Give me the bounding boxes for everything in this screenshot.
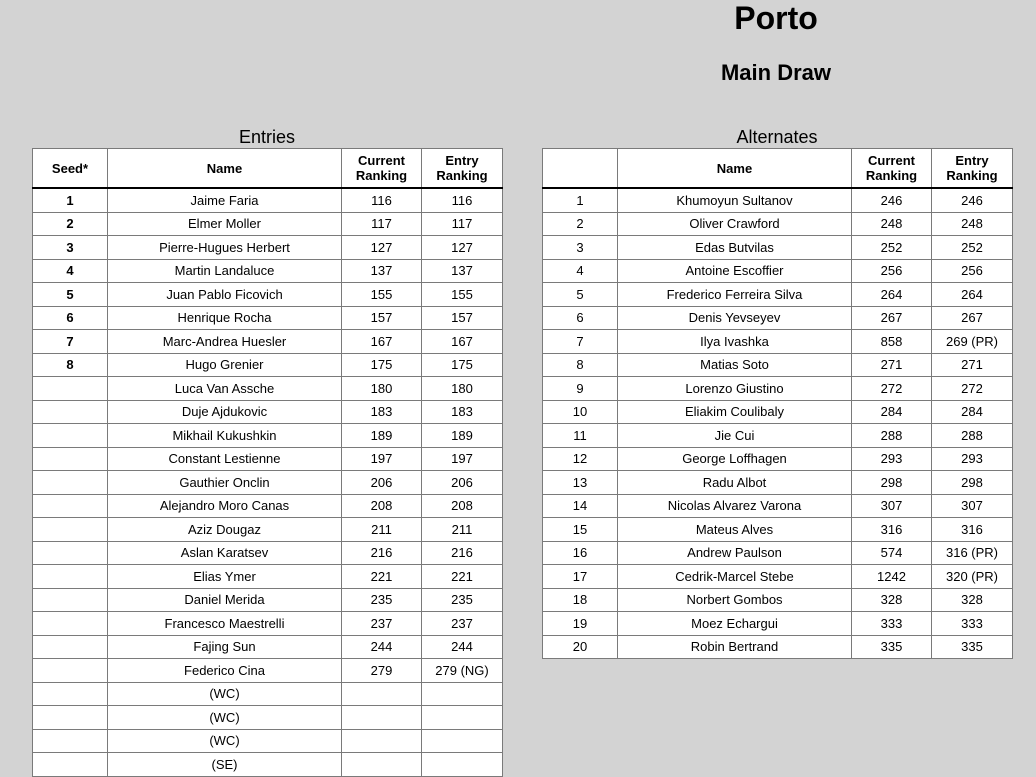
- alternate-number-cell: 7: [543, 330, 618, 354]
- alternate-number-cell: 1: [543, 188, 618, 212]
- seed-cell: 2: [33, 212, 108, 236]
- current-ranking-cell: 235: [342, 588, 422, 612]
- table-row: [33, 706, 503, 730]
- alternate-number-cell: 20: [543, 635, 618, 659]
- entry-ranking-cell: 237: [422, 612, 503, 636]
- current-ranking-cell: 155: [342, 283, 422, 307]
- player-name-cell: George Loffhagen: [618, 447, 852, 471]
- seed-cell: [33, 635, 108, 659]
- alternate-number-cell: 8: [543, 353, 618, 377]
- table-row: [33, 353, 503, 377]
- entry-ranking-cell: 269 (PR): [932, 330, 1013, 354]
- current-ranking-cell: 248: [852, 212, 932, 236]
- alternate-number-cell: 2: [543, 212, 618, 236]
- current-ranking-cell: 157: [342, 306, 422, 330]
- seed-cell: [33, 588, 108, 612]
- alternates-body: [543, 188, 1013, 659]
- player-name-cell: Jaime Faria: [108, 188, 342, 212]
- player-name-cell: (WC): [108, 706, 342, 730]
- player-name-cell: Martin Landaluce: [108, 259, 342, 283]
- col-header-name: Name: [108, 149, 342, 189]
- table-row: [33, 753, 503, 777]
- col-header-name: Name: [618, 149, 852, 189]
- player-name-cell: Henrique Rocha: [108, 306, 342, 330]
- col-header-seed: Seed*: [33, 149, 108, 189]
- alternate-number-cell: 5: [543, 283, 618, 307]
- entry-ranking-cell: 116: [422, 188, 503, 212]
- seed-cell: 6: [33, 306, 108, 330]
- current-ranking-cell: 252: [852, 236, 932, 260]
- player-name-cell: Eliakim Coulibaly: [618, 400, 852, 424]
- entry-ranking-cell: 117: [422, 212, 503, 236]
- current-ranking-cell: 298: [852, 471, 932, 495]
- alternate-number-cell: 17: [543, 565, 618, 589]
- current-ranking-cell: 221: [342, 565, 422, 589]
- col-header-current-ranking: Current Ranking: [342, 149, 422, 189]
- table-row: [33, 635, 503, 659]
- current-ranking-cell: 335: [852, 635, 932, 659]
- seed-cell: [33, 612, 108, 636]
- player-name-cell: Elmer Moller: [108, 212, 342, 236]
- entry-ranking-cell: 211: [422, 518, 503, 542]
- table-row: [543, 188, 1013, 212]
- alternate-number-cell: 4: [543, 259, 618, 283]
- entry-ranking-cell: 180: [422, 377, 503, 401]
- entry-ranking-cell: 183: [422, 400, 503, 424]
- alternate-number-cell: 15: [543, 518, 618, 542]
- player-name-cell: Frederico Ferreira Silva: [618, 283, 852, 307]
- col-header-current-ranking: Current Ranking: [852, 149, 932, 189]
- player-name-cell: Denis Yevseyev: [618, 306, 852, 330]
- seed-cell: 3: [33, 236, 108, 260]
- entry-ranking-cell: 264: [932, 283, 1013, 307]
- current-ranking-cell: 127: [342, 236, 422, 260]
- alternate-number-cell: 11: [543, 424, 618, 448]
- entry-ranking-cell: 328: [932, 588, 1013, 612]
- player-name-cell: Radu Albot: [618, 471, 852, 495]
- seed-cell: [33, 729, 108, 753]
- player-name-cell: Hugo Grenier: [108, 353, 342, 377]
- table-row: [543, 518, 1013, 542]
- current-ranking-cell: 208: [342, 494, 422, 518]
- table-row: [543, 330, 1013, 354]
- table-row: [33, 565, 503, 589]
- alternate-number-cell: 18: [543, 588, 618, 612]
- table-row: [543, 565, 1013, 589]
- player-name-cell: Lorenzo Giustino: [618, 377, 852, 401]
- current-ranking-cell: [342, 729, 422, 753]
- table-row: [543, 236, 1013, 260]
- current-ranking-cell: 264: [852, 283, 932, 307]
- entry-ranking-cell: 279 (NG): [422, 659, 503, 683]
- table-row: [33, 400, 503, 424]
- current-ranking-cell: 180: [342, 377, 422, 401]
- seed-cell: [33, 471, 108, 495]
- player-name-cell: Moez Echargui: [618, 612, 852, 636]
- table-row: [543, 212, 1013, 236]
- player-name-cell: Constant Lestienne: [108, 447, 342, 471]
- entry-ranking-cell: 206: [422, 471, 503, 495]
- page-subtitle: Main Draw: [720, 60, 832, 85]
- player-name-cell: Khumoyun Sultanov: [618, 188, 852, 212]
- player-name-cell: Luca Van Assche: [108, 377, 342, 401]
- entry-ranking-cell: 248: [932, 212, 1013, 236]
- player-name-cell: Robin Bertrand: [618, 635, 852, 659]
- entry-ranking-cell: 316: [932, 518, 1013, 542]
- current-ranking-cell: 216: [342, 541, 422, 565]
- table-row: [543, 494, 1013, 518]
- table-row: [33, 283, 503, 307]
- current-ranking-cell: 137: [342, 259, 422, 283]
- seed-cell: 7: [33, 330, 108, 354]
- current-ranking-cell: 328: [852, 588, 932, 612]
- entry-ranking-cell: 235: [422, 588, 503, 612]
- player-name-cell: Duje Ajdukovic: [108, 400, 342, 424]
- seed-cell: 5: [33, 283, 108, 307]
- player-name-cell: Mikhail Kukushkin: [108, 424, 342, 448]
- player-name-cell: Aziz Dougaz: [108, 518, 342, 542]
- entry-ranking-cell: 137: [422, 259, 503, 283]
- player-name-cell: Juan Pablo Ficovich: [108, 283, 342, 307]
- seed-cell: 4: [33, 259, 108, 283]
- player-name-cell: Jie Cui: [618, 424, 852, 448]
- current-ranking-cell: 189: [342, 424, 422, 448]
- table-row: [33, 212, 503, 236]
- entries-body: [33, 188, 503, 776]
- entry-ranking-cell: 272: [932, 377, 1013, 401]
- table-row: [33, 330, 503, 354]
- entry-ranking-cell: [422, 729, 503, 753]
- player-name-cell: Marc-Andrea Huesler: [108, 330, 342, 354]
- player-name-cell: Pierre-Hugues Herbert: [108, 236, 342, 260]
- table-row: [543, 588, 1013, 612]
- alternate-number-cell: 14: [543, 494, 618, 518]
- player-name-cell: Gauthier Onclin: [108, 471, 342, 495]
- table-row: [543, 259, 1013, 283]
- player-name-cell: Fajing Sun: [108, 635, 342, 659]
- seed-cell: [33, 682, 108, 706]
- player-name-cell: Federico Cina: [108, 659, 342, 683]
- current-ranking-cell: 272: [852, 377, 932, 401]
- alternate-number-cell: 12: [543, 447, 618, 471]
- entry-ranking-cell: 221: [422, 565, 503, 589]
- seed-cell: 8: [33, 353, 108, 377]
- player-name-cell: Aslan Karatsev: [108, 541, 342, 565]
- table-row: [543, 377, 1013, 401]
- seed-cell: [33, 447, 108, 471]
- table-row: [33, 682, 503, 706]
- table-row: [543, 353, 1013, 377]
- alternate-number-cell: 3: [543, 236, 618, 260]
- entry-ranking-cell: 298: [932, 471, 1013, 495]
- current-ranking-cell: 574: [852, 541, 932, 565]
- player-name-cell: Andrew Paulson: [618, 541, 852, 565]
- table-row: [33, 259, 503, 283]
- table-row: [543, 400, 1013, 424]
- table-row: [33, 612, 503, 636]
- entry-ranking-cell: 246: [932, 188, 1013, 212]
- alternates-header-row: [543, 149, 1013, 189]
- entry-ranking-cell: 288: [932, 424, 1013, 448]
- current-ranking-cell: 206: [342, 471, 422, 495]
- current-ranking-cell: 237: [342, 612, 422, 636]
- entry-ranking-cell: 256: [932, 259, 1013, 283]
- player-name-cell: (WC): [108, 682, 342, 706]
- player-name-cell: Nicolas Alvarez Varona: [618, 494, 852, 518]
- entry-ranking-cell: 333: [932, 612, 1013, 636]
- alternates-table: [542, 148, 1013, 659]
- entry-ranking-cell: 335: [932, 635, 1013, 659]
- table-row: [33, 471, 503, 495]
- table-row: [543, 471, 1013, 495]
- entry-ranking-cell: 267: [932, 306, 1013, 330]
- seed-cell: [33, 706, 108, 730]
- seed-cell: 1: [33, 188, 108, 212]
- current-ranking-cell: 333: [852, 612, 932, 636]
- current-ranking-cell: 858: [852, 330, 932, 354]
- table-row: [33, 729, 503, 753]
- alternate-number-cell: 16: [543, 541, 618, 565]
- alternate-number-cell: 13: [543, 471, 618, 495]
- entry-ranking-cell: 316 (PR): [932, 541, 1013, 565]
- current-ranking-cell: 267: [852, 306, 932, 330]
- table-row: [33, 541, 503, 565]
- table-row: [33, 588, 503, 612]
- table-row: [33, 236, 503, 260]
- table-row: [33, 518, 503, 542]
- table-row: [543, 612, 1013, 636]
- current-ranking-cell: 244: [342, 635, 422, 659]
- col-header-entry-ranking: Entry Ranking: [422, 149, 503, 189]
- player-name-cell: Matias Soto: [618, 353, 852, 377]
- page-title: Porto: [734, 0, 818, 36]
- table-row: [33, 424, 503, 448]
- table-row: [33, 377, 503, 401]
- alternate-number-cell: 6: [543, 306, 618, 330]
- current-ranking-cell: 175: [342, 353, 422, 377]
- current-ranking-cell: 284: [852, 400, 932, 424]
- player-name-cell: Elias Ymer: [108, 565, 342, 589]
- table-row: [543, 635, 1013, 659]
- current-ranking-cell: 197: [342, 447, 422, 471]
- seed-cell: [33, 659, 108, 683]
- table-row: [543, 306, 1013, 330]
- entries-caption: Entries: [238, 127, 296, 147]
- seed-cell: [33, 753, 108, 777]
- current-ranking-cell: [342, 753, 422, 777]
- current-ranking-cell: 1242: [852, 565, 932, 589]
- seed-cell: [33, 377, 108, 401]
- entry-ranking-cell: 197: [422, 447, 503, 471]
- entry-ranking-cell: 216: [422, 541, 503, 565]
- player-name-cell: Norbert Gombos: [618, 588, 852, 612]
- player-name-cell: Mateus Alves: [618, 518, 852, 542]
- seed-cell: [33, 565, 108, 589]
- seed-cell: [33, 518, 108, 542]
- entry-ranking-cell: 271: [932, 353, 1013, 377]
- entry-ranking-cell: 284: [932, 400, 1013, 424]
- seed-cell: [33, 494, 108, 518]
- table-row: [543, 283, 1013, 307]
- current-ranking-cell: 288: [852, 424, 932, 448]
- table-row: [33, 447, 503, 471]
- entry-ranking-cell: 320 (PR): [932, 565, 1013, 589]
- entry-ranking-cell: 208: [422, 494, 503, 518]
- player-name-cell: Francesco Maestrelli: [108, 612, 342, 636]
- table-row: [543, 447, 1013, 471]
- col-header-number: [543, 149, 618, 189]
- entry-ranking-cell: 189: [422, 424, 503, 448]
- alternates-caption: Alternates: [736, 127, 818, 147]
- player-name-cell: Antoine Escoffier: [618, 259, 852, 283]
- seed-cell: [33, 424, 108, 448]
- alternate-number-cell: 19: [543, 612, 618, 636]
- table-row: [33, 659, 503, 683]
- alternate-number-cell: 9: [543, 377, 618, 401]
- current-ranking-cell: 211: [342, 518, 422, 542]
- current-ranking-cell: 246: [852, 188, 932, 212]
- entry-ranking-cell: 293: [932, 447, 1013, 471]
- current-ranking-cell: 279: [342, 659, 422, 683]
- current-ranking-cell: 256: [852, 259, 932, 283]
- player-name-cell: Ilya Ivashka: [618, 330, 852, 354]
- table-row: [543, 424, 1013, 448]
- col-header-entry-ranking: Entry Ranking: [932, 149, 1013, 189]
- seed-cell: [33, 400, 108, 424]
- current-ranking-cell: 116: [342, 188, 422, 212]
- current-ranking-cell: 183: [342, 400, 422, 424]
- current-ranking-cell: 271: [852, 353, 932, 377]
- player-name-cell: Alejandro Moro Canas: [108, 494, 342, 518]
- current-ranking-cell: [342, 706, 422, 730]
- table-row: [33, 188, 503, 212]
- player-name-cell: Edas Butvilas: [618, 236, 852, 260]
- entry-ranking-cell: 167: [422, 330, 503, 354]
- current-ranking-cell: 307: [852, 494, 932, 518]
- entry-ranking-cell: 157: [422, 306, 503, 330]
- entry-ranking-cell: [422, 753, 503, 777]
- entry-ranking-cell: 252: [932, 236, 1013, 260]
- entry-ranking-cell: [422, 682, 503, 706]
- entries-header-row: [33, 149, 503, 189]
- entry-ranking-cell: 244: [422, 635, 503, 659]
- entries-table: [32, 148, 503, 777]
- entry-ranking-cell: 175: [422, 353, 503, 377]
- current-ranking-cell: 293: [852, 447, 932, 471]
- player-name-cell: Daniel Merida: [108, 588, 342, 612]
- table-row: [33, 494, 503, 518]
- table-row: [33, 306, 503, 330]
- player-name-cell: Cedrik-Marcel Stebe: [618, 565, 852, 589]
- seed-cell: [33, 541, 108, 565]
- entry-ranking-cell: 127: [422, 236, 503, 260]
- current-ranking-cell: 316: [852, 518, 932, 542]
- entry-ranking-cell: 307: [932, 494, 1013, 518]
- current-ranking-cell: [342, 682, 422, 706]
- player-name-cell: (SE): [108, 753, 342, 777]
- player-name-cell: Oliver Crawford: [618, 212, 852, 236]
- current-ranking-cell: 167: [342, 330, 422, 354]
- current-ranking-cell: 117: [342, 212, 422, 236]
- entry-ranking-cell: [422, 706, 503, 730]
- table-row: [543, 541, 1013, 565]
- alternate-number-cell: 10: [543, 400, 618, 424]
- player-name-cell: (WC): [108, 729, 342, 753]
- entry-ranking-cell: 155: [422, 283, 503, 307]
